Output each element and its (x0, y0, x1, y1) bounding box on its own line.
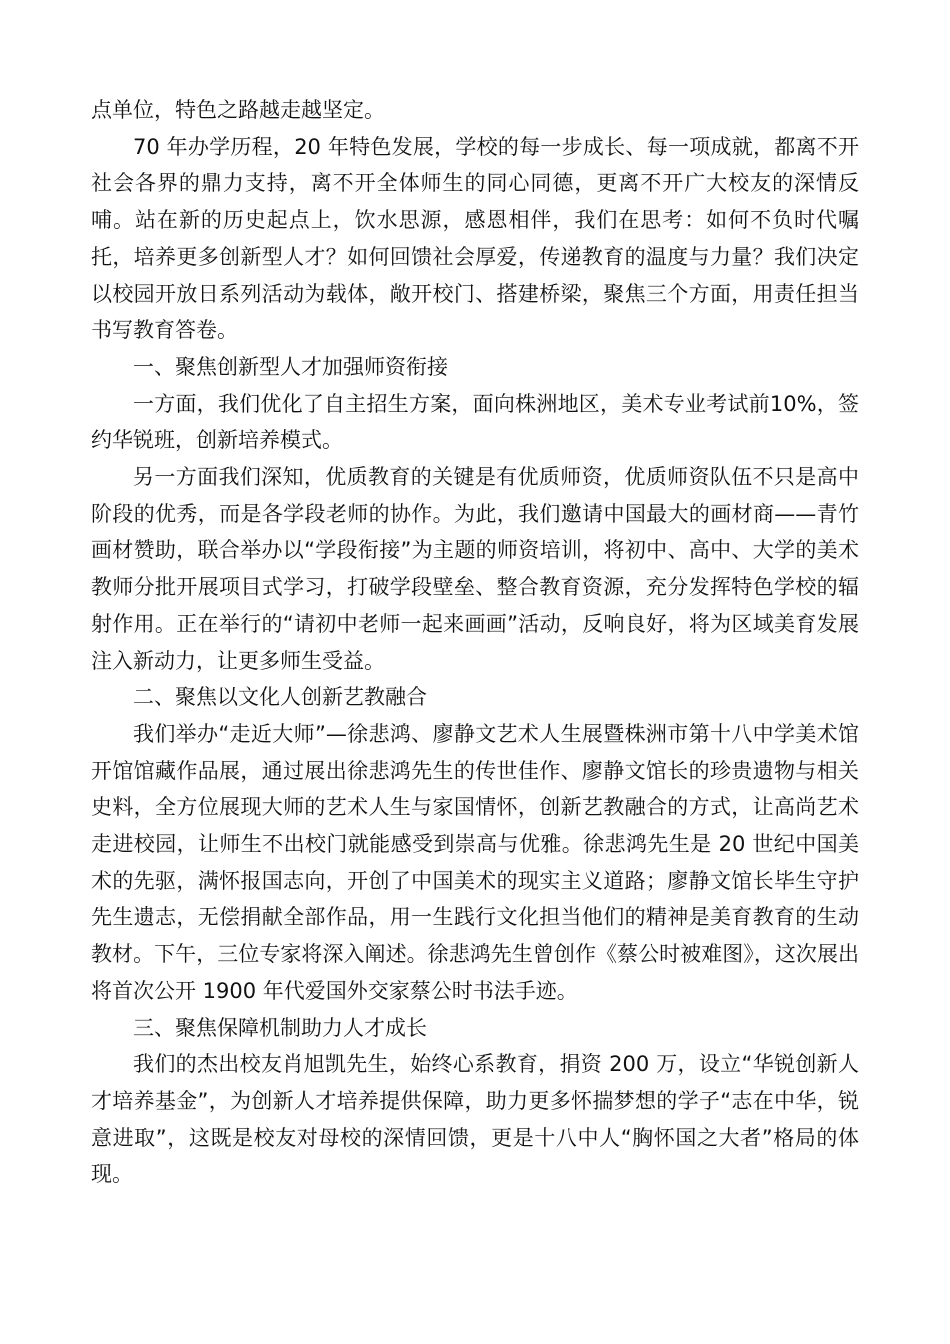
paragraph-teacher-training: 另一方面我们深知，优质教育的关键是有优质师资，优质师资队伍不只是高中阶段的优秀，而是各学段老师的协作。为此，我们邀请中国最大的画材商——青竹画材赞助，联合举办以“学段衔接”为主题的师资培训，将初中、高中、大学的美术教师分批开展项目式学习，打破学段壁垒、整合教育资源，充分发挥特色学校的辐射作用。正在举行的“请初中老师一起来画画”活动，反响良好，将为区域美育发展注入新动力，让更多师生受益。 (91, 465, 859, 673)
section-heading-1: 一、聚焦创新型人才加强师资衔接 (133, 354, 448, 379)
document-body (91, 92, 859, 1193)
section-heading-3: 三、聚焦保障机制助力人才成长 (133, 1015, 427, 1040)
paragraph-continuation: 点单位，特色之路越走越坚定。 (91, 98, 385, 122)
paragraph-admission: 一方面，我们优化了自主招生方案，面向株洲地区，美术专业考试前10%，签约华锐班，创新培养模式。 (91, 391, 859, 453)
paragraph-history: 70 年办学历程，20 年特色发展，学校的每一步成长、每一项成就，都离不开社会各界的鼎力支持，离不开全体师生的同心同德，更离不开广大校友的深情反哺。站在新的历史起点上，饮水思源，感恩相伴，我们在思考：如何不负时代嘱托，培养更多创新型人才？如何回馈社会厚爱，传递教育的温度与力量？我们决定以校园开放日系列活动为载体，敞开校门、搭建桥梁，聚焦三个方面，用责任担当书写教育答卷。 (91, 134, 859, 343)
paragraph-fund: 我们的杰出校友肖旭凯先生，始终心系教育，捐资 200 万，设立“华锐创新人才培养基金”，为创新人才培养提供保障，助力更多怀揣梦想的学子“志在中华，锐意进取”，这既是校友对母校的深情回馈，更是十八中人“胸怀国之大者”格局的体现。 (91, 1052, 859, 1187)
paragraph-exhibition: 我们举办“走近大师”—徐悲鸿、廖静文艺术人生展暨株洲市第十八中学美术馆开馆馆藏作品展，通过展出徐悲鸿先生的传世佳作、廖静文馆长的珍贵遗物与相关史料，全方位展现大师的艺术人生与家国情怀，创新艺教融合的方式，让高尚艺术走进校园，让师生不出校门就能感受到崇高与优雅。徐悲鸿先生是 20 世纪中国美术的先驱，满怀报国志向，开创了中国美术的现实主义道路；廖静文馆长毕生守护先生遗志，无偿捐献全部作品，用一生践行文化担当他们的精神是美育教育的生动教材。下午，三位专家将深入阐述。徐悲鸿先生曾创作《蔡公时被难图》，这次展出将首次公开 1900 年代爱国外交家蔡公时书法手迹。 (91, 721, 859, 1003)
section-heading-2: 二、聚焦以文化人创新艺教融合 (133, 685, 427, 710)
